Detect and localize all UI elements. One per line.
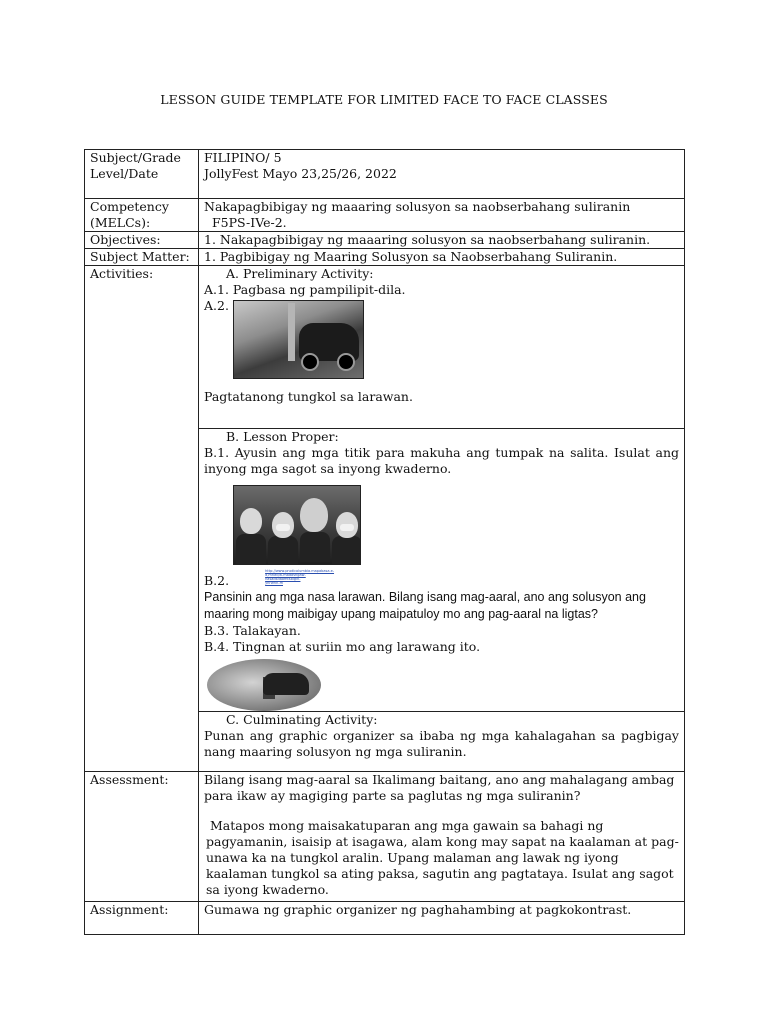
table-row (85, 902, 685, 935)
person-shape (332, 536, 361, 565)
row-value-competency (199, 199, 685, 232)
row-label-assignment: Assignment: (85, 902, 199, 935)
label-line: Level/Date (90, 166, 159, 181)
table-row (85, 249, 685, 266)
lesson-guide-table (84, 149, 685, 935)
b2-text: Pansinin ang mga nasa larawan. Bilang isang mag-aaral, ano ang solusyon ang maaring mong maibigay upang maipatuloy mo ang pag-aaral na ligtas? (204, 590, 646, 621)
label-line: (MELCs): (90, 215, 151, 230)
item-a2: A.2. (204, 298, 229, 313)
culminating-activity-cell (199, 712, 685, 772)
label-line: Subject/Grade (90, 150, 181, 165)
table-row (85, 772, 685, 902)
wheel-shape (337, 353, 355, 371)
row-label-competency (85, 199, 199, 232)
value-line: FILIPINO/ 5 (204, 150, 282, 165)
label-line: Competency (90, 199, 169, 214)
row-label-subject (85, 150, 199, 199)
item-b4: B.4. Tingnan at suriin mo ang larawang ito. (204, 639, 481, 654)
row-label-activities: Activities: (85, 266, 199, 772)
table-row (85, 150, 685, 199)
item-b3: B.3. Talakayan. (204, 623, 301, 638)
image-source-link[interactable]: http://www.pnoticolumbia.mapabasa.e-d,mhwi/w-m8dashgaw-nasadsdaomtsbigin-ynrwrln-m (265, 569, 335, 585)
culminating-heading: C. Culminating Activity: (226, 712, 378, 727)
value-line: JollyFest Mayo 23,25/26, 2022 (204, 166, 397, 181)
row-value-subject-matter: 1. Pagbibigay ng Maaring Solusyon sa Naobserbahang Suliranin. (199, 249, 685, 266)
students-photo (233, 485, 361, 565)
wheel-shape (301, 353, 319, 371)
item-a1: A.1. Pagbasa ng pampilipit-dila. (204, 282, 406, 297)
row-value-assignment: Gumawa ng graphic organizer ng paghahambing at pagkokontrast. (199, 902, 685, 935)
assessment-paragraph: Matapos mong maisakatuparan ang mga gawain sa bahagi ng pagyamanin, isaisip at isagawa, alam kong may sapat na kaalaman at pag-unawa ka na tungkol aralin. Upang malaman ang lawak ng iyong kaalaman tungkol sa ating paksa, sagutin ang pagtataya. Isulat ang sagot sa iyong kwaderno. (206, 818, 679, 897)
lesson-proper-heading: B. Lesson Proper: (226, 429, 339, 444)
photo-question: Pagtatanong tungkol sa larawan. (204, 389, 413, 404)
assessment-question: Bilang isang mag-aaral sa Ikalimang baitang, ano ang mahalagang ambag para ikaw ay magiging parte sa paglutas ng mga suliranin? (204, 772, 675, 803)
person-head (240, 508, 262, 534)
pole-shape (288, 303, 295, 361)
value-line: F5PS-IVe-2. (212, 215, 287, 230)
face-mask (276, 524, 290, 531)
b2-row (204, 569, 679, 589)
preliminary-activity-cell (199, 266, 685, 429)
item-b1: B.1. Ayusin ang mga titik para makuha ang tumpak na salita. Isulat ang inyong mga sagot sa inyong kwaderno. (204, 445, 679, 476)
person-shape (300, 532, 330, 562)
street-photo-oval (207, 659, 321, 711)
person-shape (268, 536, 298, 565)
table-row (85, 199, 685, 232)
street-photo (233, 300, 364, 379)
face-mask (340, 524, 354, 531)
row-value-subject (199, 150, 685, 199)
row-label-objectives: Objectives: (85, 232, 199, 249)
value-line: Nakapagbibigay ng maaaring solusyon sa naobserbahang suliranin (204, 199, 631, 214)
culminating-text: Punan ang graphic organizer sa ibaba ng mga kahalagahan sa pagbigay nang maaring solusyon ng mga suliranin. (204, 728, 679, 759)
table-row (85, 232, 685, 249)
lesson-proper-cell (199, 429, 685, 712)
row-label-subject-matter: Subject Matter: (85, 249, 199, 266)
car-shape (263, 673, 309, 695)
preliminary-heading: A. Preliminary Activity: (226, 266, 374, 281)
page-title: LESSON GUIDE TEMPLATE FOR LIMITED FACE TO FACE CLASSES (160, 92, 608, 107)
item-b2: B.2. (204, 573, 230, 588)
person-shape (236, 534, 266, 564)
table-row (85, 266, 685, 429)
row-label-assessment: Assessment: (85, 772, 199, 902)
row-value-objectives: 1. Nakapagbibigay ng maaaring solusyon sa naobserbahang suliranin. (199, 232, 685, 249)
row-value-assessment (199, 772, 685, 902)
person-head (300, 498, 328, 532)
